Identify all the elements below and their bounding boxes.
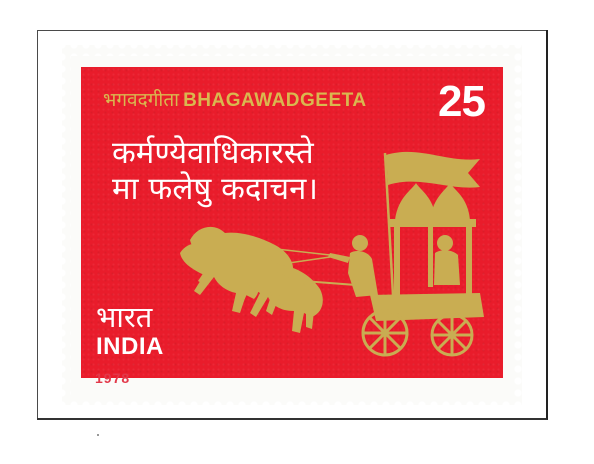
- verse-line-1: कर्मण्येवाधिकारस्ते: [112, 135, 314, 171]
- chariot-body: [370, 293, 484, 321]
- verse-line-2: मा फलेषु कदाचन।: [112, 171, 319, 207]
- charioteer: [348, 251, 378, 297]
- chariot-with-horses-icon: [180, 145, 500, 370]
- country-name-english: INDIA: [96, 333, 164, 360]
- title-english: BHAGAWADGEETA: [183, 90, 367, 111]
- issue-year: 1978: [95, 370, 131, 386]
- flag-icon: [386, 152, 480, 188]
- stamp-title: [103, 86, 367, 110]
- title-hindi: भगवदगीता: [103, 89, 180, 111]
- chariot-wheel: [363, 311, 407, 355]
- country-name-hindi: भारत: [96, 300, 153, 334]
- chariot-wheel: [432, 315, 472, 355]
- speck: [97, 434, 99, 436]
- denomination-value: 25: [438, 77, 485, 126]
